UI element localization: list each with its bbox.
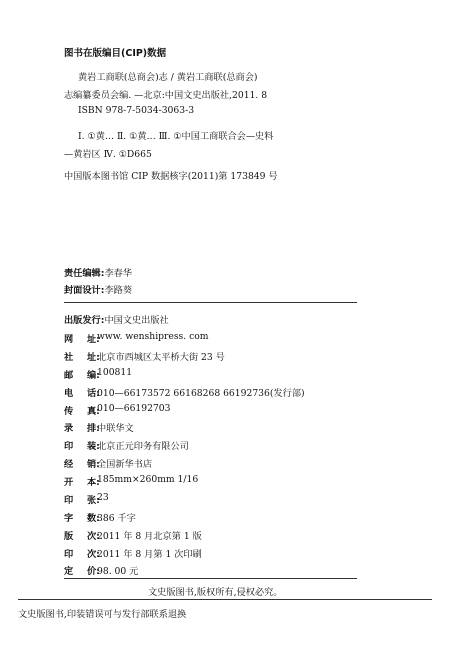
info-value-fax: 010—66192703 xyxy=(97,403,171,414)
responsible-editor-name: 李春华 xyxy=(104,268,132,279)
cip-line-publisher: 志编纂委员会编. —北京:中国文史出版社,2011. 8 xyxy=(64,90,268,101)
info-value-printing: 北京正元印务有限公司 xyxy=(97,441,189,452)
divider-top xyxy=(64,302,357,303)
info-value-distribution: 全国新华书店 xyxy=(97,459,153,470)
info-value-impression: 2011 年 8 月第 1 次印刷 xyxy=(97,549,202,560)
cover-designer xyxy=(64,282,132,296)
info-value-postcode: 100811 xyxy=(97,367,133,378)
cip-line-record-number: 中国版本图书馆 CIP 数据核字(2011)第 173849 号 xyxy=(64,171,278,182)
cip-line-isbn: ISBN 978-7-5034-3063-3 xyxy=(78,105,195,116)
cip-line-classification: —黄岩区 Ⅳ. ①D665 xyxy=(64,149,152,160)
publisher-line xyxy=(64,312,169,326)
info-value-phone: 010—66173572 66168268 66192736(发行部) xyxy=(97,388,305,399)
info-value-typesetting: 中联华文 xyxy=(97,423,134,434)
cover-designer-label: 封面设计: xyxy=(64,285,105,296)
divider-middle xyxy=(64,578,357,579)
cover-designer-name: 李路葵 xyxy=(104,285,132,296)
cip-line-title: 黄岩工商联(总商会)志 / 黄岩工商联(总商会) xyxy=(78,72,258,83)
copyright-page: 图书在版编目(CIP)数据 黄岩工商联(总商会)志 / 黄岩工商联(总商会) 志编纂委员会编. —北京:中国文史出版社,2011. 8 ISBN 978-7-5034-3063-3 Ⅰ. ①黄… Ⅱ. ①黄… Ⅲ. ①中国工商联合会—史料 —黄岩区 Ⅳ. ①D665 中国版本图书馆 CIP 数据核字(2011)第 173849 号 责任编辑:李春华 封面设计:李路葵 出版发行:中国文史出版社 网 址: www. wenshipress. com 社 址: 北京市西城区太平桥大街 23 号 邮 编: 100811 电 话: 010—66173572 66168268 66192736(发行部) 传 真: 010—66192703 录 排: 中联华文 印 装: 北京正元印务有限公司 经 销: 全国新华书店 开 本: 185mm×260mm 1/16 印 张: 23 字 数: 386 千字 版 次: 2011 年 8 月北京第 1 版 印 次: 2011 年 8 月第 1 次印刷 定 价: 98. 00 元 文史版图书,版权所有,侵权必究。 文史版图书,印装错误可与发行部联系退换 xyxy=(0,0,450,665)
info-value-price: 98. 00 元 xyxy=(97,566,139,577)
publisher-name: 中国文史出版社 xyxy=(104,315,169,326)
copyright-notice: 文史版图书,版权所有,侵权必究。 xyxy=(148,587,283,598)
info-value-sheets: 23 xyxy=(97,492,109,503)
responsible-editor xyxy=(64,265,132,279)
divider-bottom xyxy=(18,599,432,600)
info-value-edition: 2011 年 8 月北京第 1 版 xyxy=(97,531,202,542)
cip-title: 图书在版编目(CIP)数据 xyxy=(64,48,167,59)
info-value-address: 北京市西城区太平桥大街 23 号 xyxy=(97,352,225,363)
info-value-website: www. wenshipress. com xyxy=(97,331,209,342)
responsible-editor-label: 责任编辑: xyxy=(64,268,105,279)
info-value-word-count: 386 千字 xyxy=(97,513,136,524)
publisher-label: 出版发行: xyxy=(64,315,105,326)
return-notice: 文史版图书,印装错误可与发行部联系退换 xyxy=(18,609,187,620)
cip-line-subjects: Ⅰ. ①黄… Ⅱ. ①黄… Ⅲ. ①中国工商联合会—史料 xyxy=(78,131,274,142)
info-value-format: 185mm×260mm 1/16 xyxy=(97,474,199,485)
